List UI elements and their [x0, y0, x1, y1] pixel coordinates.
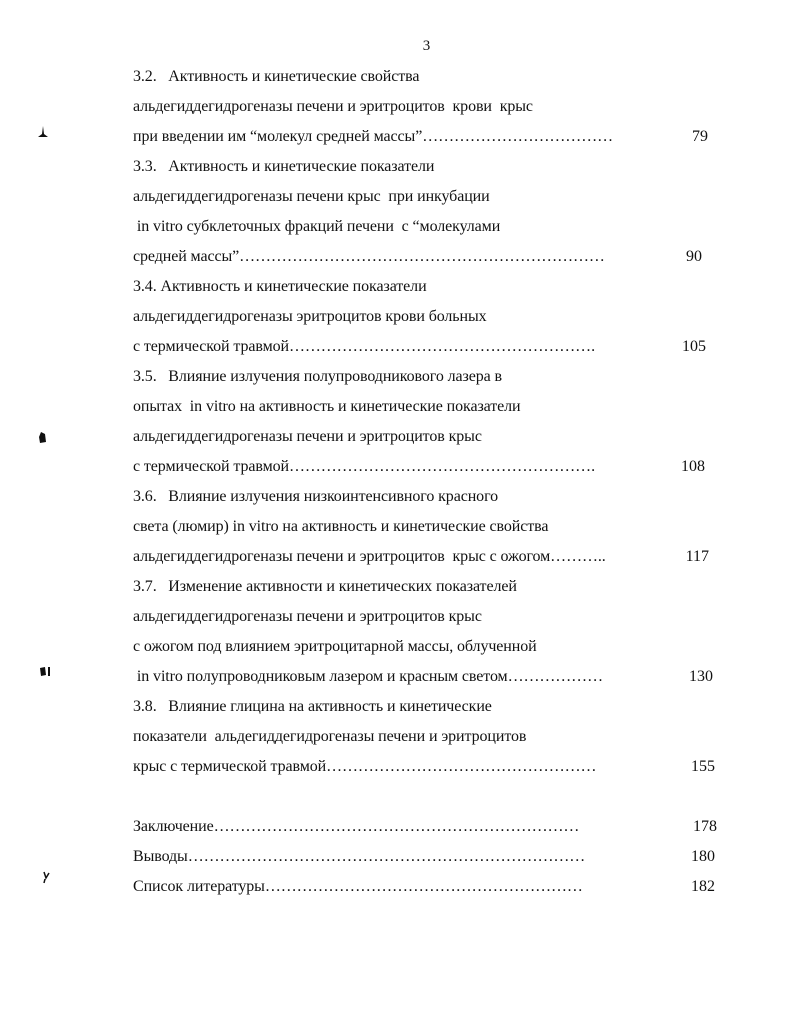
- toc-line: опытах in vitro на активность и кинетические показатели: [133, 398, 521, 415]
- toc-page-number: 90: [686, 248, 702, 265]
- toc-page-number: 108: [681, 458, 705, 475]
- toc-line: 3.2. Активность и кинетические свойства: [133, 68, 420, 85]
- scan-speck-mark: [40, 870, 54, 886]
- toc-line: альдегиддегидрогеназы эритроцитов крови больных: [133, 308, 487, 325]
- toc-line: альдегиддегидрогеназы печени крыс при инкубации: [133, 188, 490, 205]
- toc-line: 3.5. Влияние излучения полупроводникового лазера в: [133, 368, 502, 385]
- toc-page-number: 117: [685, 548, 709, 565]
- toc-line: с ожогом под влиянием эритроцитарной массы, облученной: [133, 638, 537, 655]
- toc-line-bibliography: Список литературы……………………………………………………: [133, 878, 583, 895]
- toc-line: альдегиддегидрогеназы печени и эритроцитов крыс: [133, 428, 482, 445]
- toc-line: крыс с термической травмой……………………………………………: [133, 758, 597, 775]
- scan-speck-mark: [36, 125, 50, 141]
- toc-line: с термической травмой………………………………………………….: [133, 338, 595, 355]
- page-number: 3: [422, 38, 431, 54]
- toc-line: альдегиддегидрогеназы печени и эритроцитов крыс с ожогом………..: [133, 548, 606, 565]
- toc-line: альдегиддегидрогеназы печени и эритроцитов крыс: [133, 608, 482, 625]
- toc-line: света (люмир) in vitro на активность и кинетические свойства: [133, 518, 549, 535]
- toc-line: 3.8. Влияние глицина на активность и кинетические: [133, 698, 492, 715]
- toc-line: in vitro полупроводниковым лазером и красным светом………………: [133, 668, 603, 685]
- toc-page-number: 155: [691, 758, 715, 775]
- toc-page-number: 79: [692, 128, 708, 145]
- toc-line: с термической травмой………………………………………………….: [133, 458, 595, 475]
- toc-page-number: 178: [693, 818, 717, 835]
- toc-line: 3.6. Влияние излучения низкоинтенсивного красного: [133, 488, 499, 505]
- toc-line: альдегиддегидрогеназы печени и эритроцитов крови крыс: [133, 98, 533, 115]
- toc-page-number: 180: [691, 848, 715, 865]
- toc-line: при введении им “молекул средней массы”………………………………: [133, 128, 614, 145]
- toc-line: 3.7. Изменение активности и кинетических показателей: [133, 578, 517, 595]
- toc-page-number: 182: [691, 878, 715, 895]
- toc-line: средней массы”……………………………………………………………: [133, 248, 605, 265]
- toc-line: in vitro субклеточных фракций печени с “молекулами: [133, 218, 501, 235]
- toc-line: 3.4. Активность и кинетические показатели: [133, 278, 427, 295]
- toc-line-findings: Выводы…………………………………………………………………: [133, 848, 586, 865]
- toc-line: показатели альдегиддегидрогеназы печени и эритроцитов: [133, 728, 527, 745]
- scan-speck-mark: [36, 430, 50, 446]
- toc-page-number: 130: [689, 668, 713, 685]
- toc-line: 3.3. Активность и кинетические показатели: [133, 158, 435, 175]
- toc-page-number: 105: [682, 338, 706, 355]
- scan-speck-mark: [38, 664, 52, 680]
- toc-line-conclusion: Заключение……………………………………………………………: [133, 818, 580, 835]
